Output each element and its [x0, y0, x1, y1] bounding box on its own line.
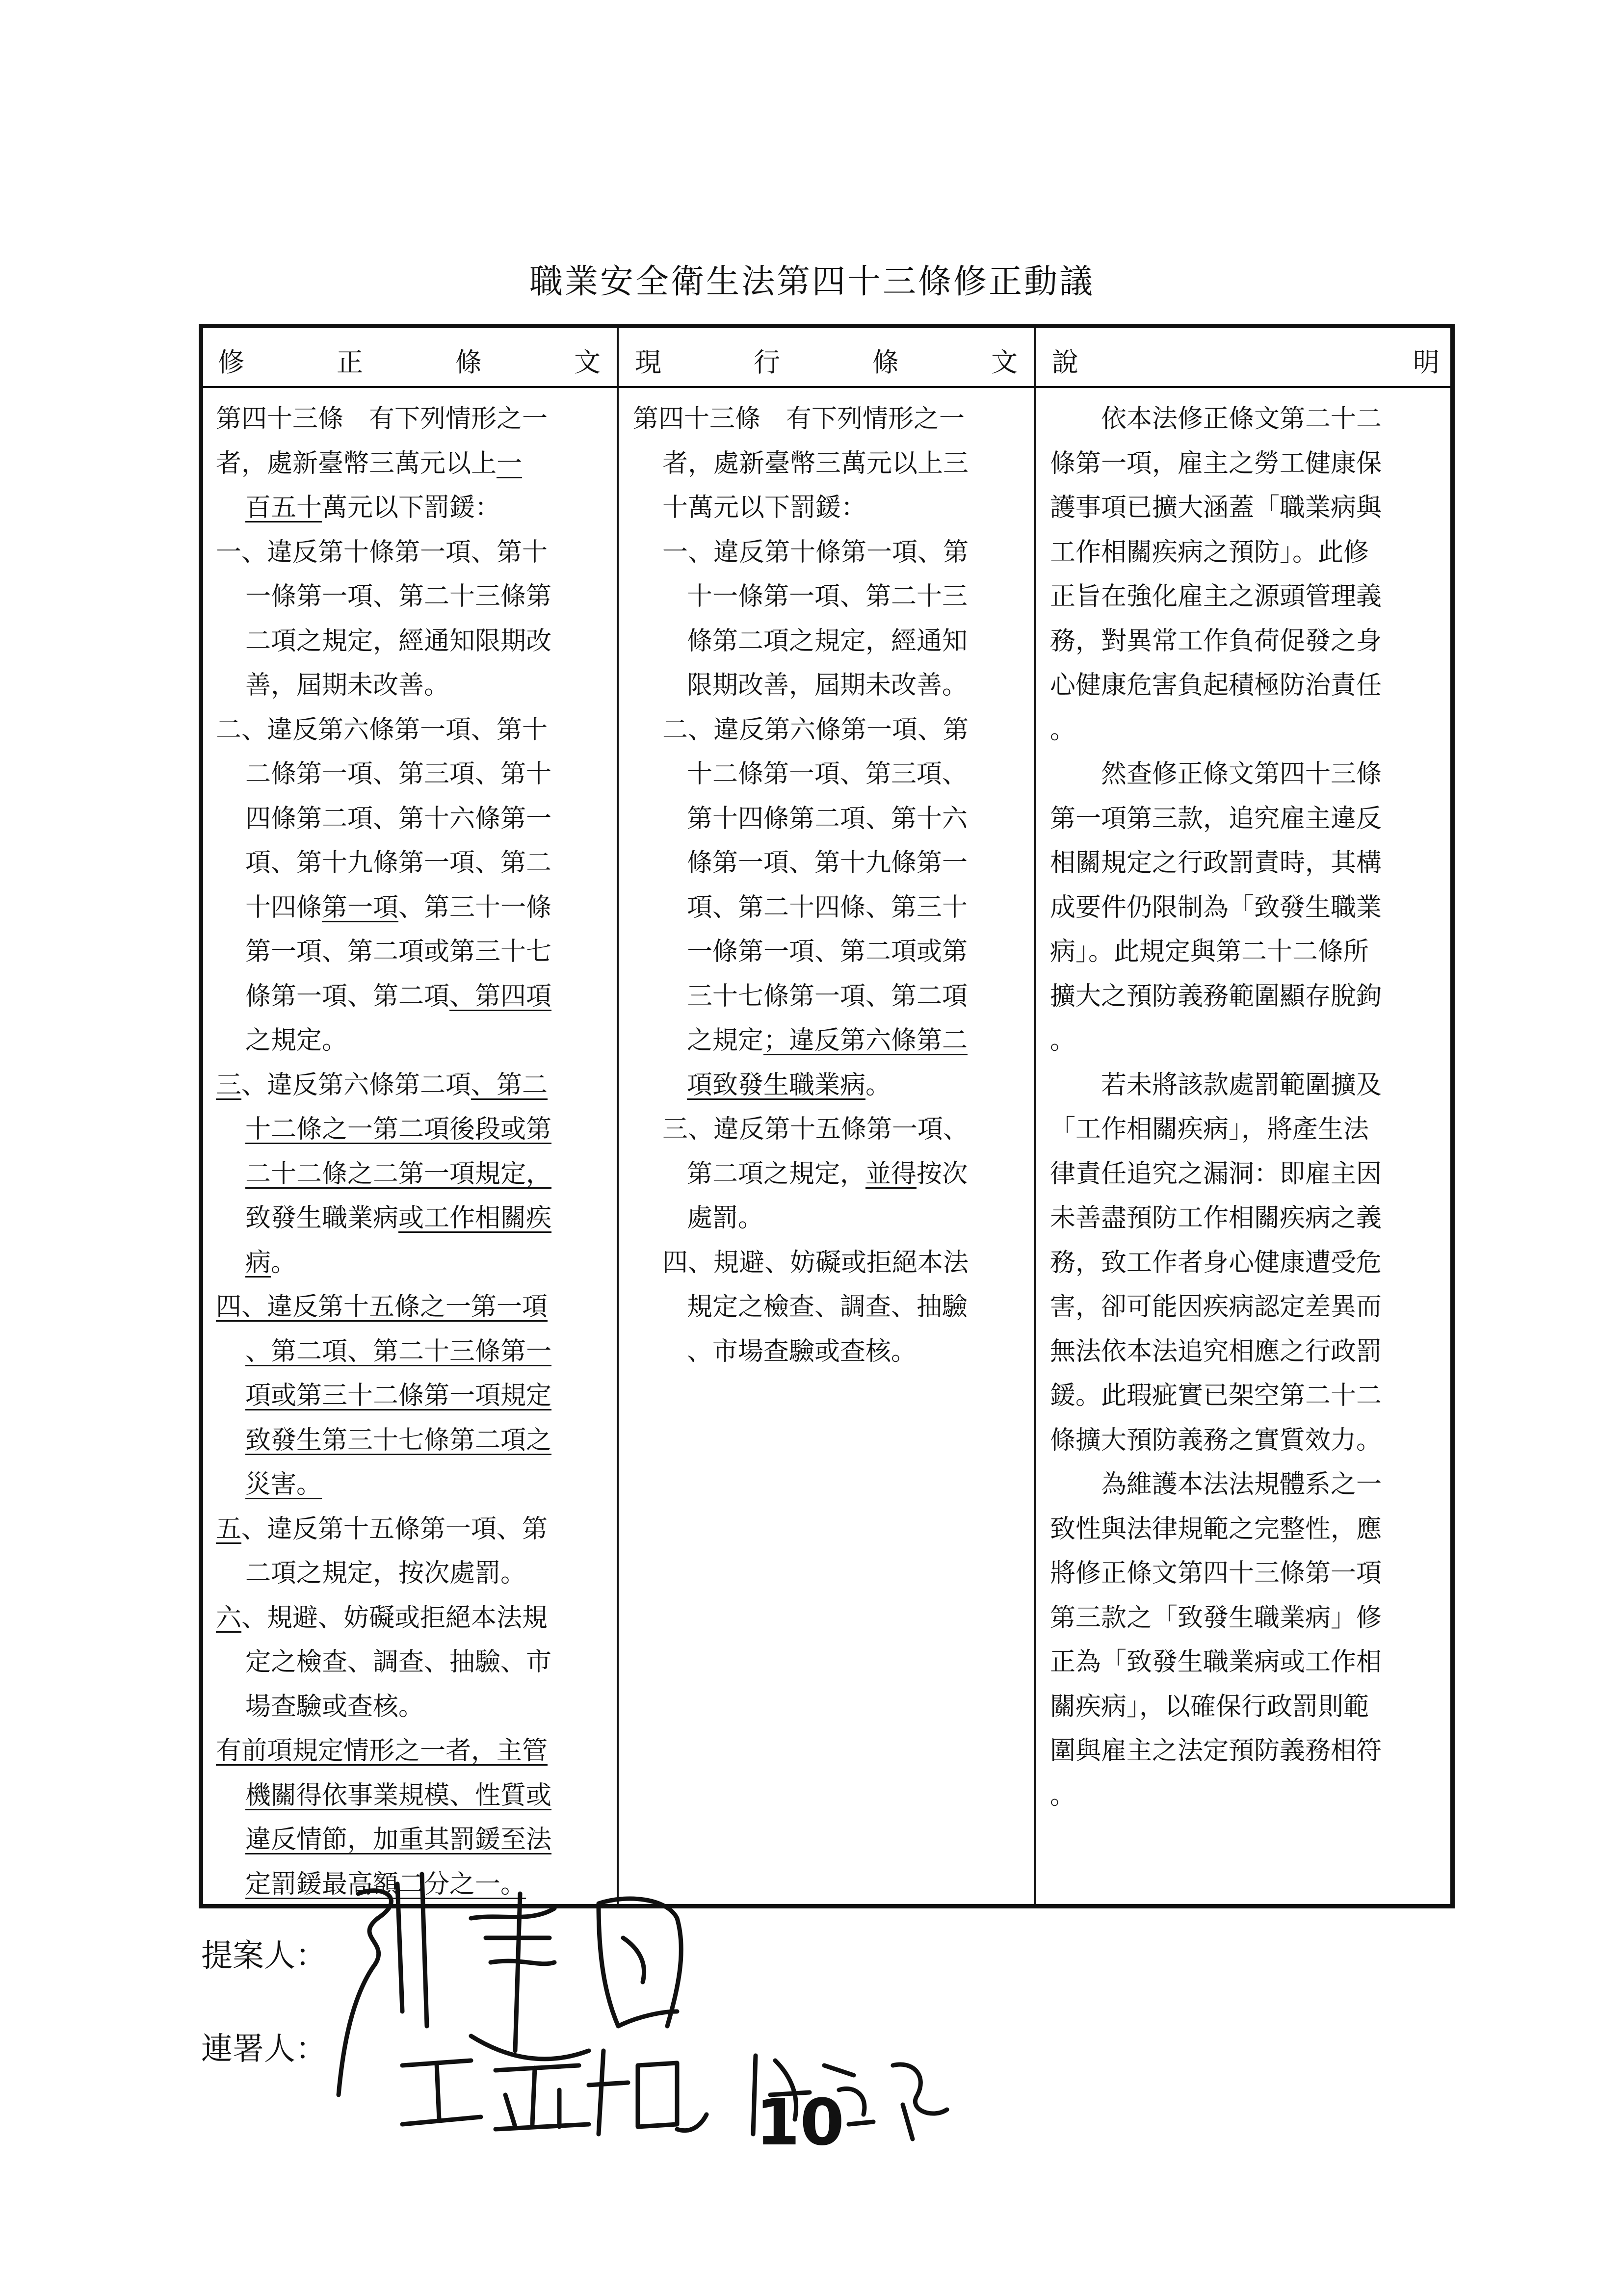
explanation-line: 無法依本法追究相應之行政罰	[1050, 1336, 1382, 1366]
text-segment: 者，處新臺幣三萬元以上	[216, 448, 497, 478]
text-line	[216, 1063, 613, 1108]
header-char: 條	[455, 346, 482, 378]
explanation-line: 若未將該款處罰範圍擴及	[1050, 1070, 1382, 1100]
underlined-text: 二十二條之二第一項規定，	[245, 1159, 552, 1189]
header-divider	[203, 386, 1450, 388]
text-segment: 條第一項、第十九條第一	[687, 848, 968, 878]
text-line	[216, 486, 613, 530]
text-segment: 一條第一項、第二十三條第	[245, 582, 552, 611]
explanation-line: 關疾病」，以確保行政罰則範	[1050, 1692, 1369, 1722]
explanation-line: 然查修正條文第四十三條	[1050, 759, 1382, 789]
text-line	[216, 663, 613, 708]
text-line	[216, 1107, 613, 1152]
text-line	[633, 1152, 1030, 1197]
text-line	[633, 486, 1030, 530]
document-title: 職業安全衛生法第四十三條修正動議	[529, 262, 1095, 301]
explanation-line: 相關規定之行政罰責時，其構	[1050, 848, 1382, 878]
underlined-text: 十二條之一第二項後段或第	[245, 1115, 552, 1144]
text-line	[216, 1241, 613, 1285]
text-line	[216, 1774, 613, 1818]
text-segment: 之規定。	[245, 1026, 348, 1055]
text-line	[216, 1018, 613, 1063]
text-segment: 。	[271, 1248, 297, 1278]
underlined-text: 致發生第三十七條第二項之	[245, 1425, 552, 1455]
explanation-line: 圍與雇主之法定預防義務相符	[1050, 1736, 1382, 1766]
text-segment: 十四條	[245, 892, 322, 922]
text-line	[216, 1285, 613, 1330]
explanation-line: 條擴大預防義務之實質效力。	[1050, 1425, 1382, 1455]
explanation-line: 心健康危害負起積極防治責任	[1050, 671, 1382, 700]
text-line	[633, 797, 1030, 841]
header-char: 條	[872, 346, 899, 378]
header-char: 文	[991, 346, 1018, 378]
explanation-line: 條第一項，雇主之勞工健康保	[1050, 448, 1382, 478]
text-segment: 、違反第六條第二項	[241, 1070, 471, 1100]
explanation-line: 。	[1050, 715, 1076, 745]
text-line	[216, 708, 613, 753]
column-divider	[1034, 328, 1036, 1904]
underlined-text: 並得	[865, 1159, 917, 1189]
explanation-line: 將修正條文第四十三條第一項	[1050, 1559, 1382, 1588]
text-line	[216, 397, 613, 442]
text-segment: 三、違反第十五條第一項、	[662, 1115, 969, 1144]
text-segment: 、市場查驗或查核。	[687, 1336, 917, 1366]
text-segment: 十萬元以下罰鍰：	[662, 493, 867, 522]
underlined-text: 定罰鍰最高額二分之一。	[245, 1869, 526, 1899]
comparison-table	[199, 324, 1455, 1908]
text-line	[216, 619, 613, 664]
text-segment: 二項之規定，按次處罰。	[245, 1559, 526, 1588]
text-line	[216, 1330, 613, 1374]
text-line	[633, 708, 1030, 753]
text-line	[633, 886, 1030, 930]
underlined-text: 五	[216, 1514, 242, 1544]
text-line	[633, 930, 1030, 974]
underlined-text: 、第四項	[449, 981, 552, 1011]
underlined-text: 有前項規定情形之一者，主管	[216, 1736, 548, 1766]
text-segment: 、第三十一條	[398, 892, 552, 922]
underlined-text: 三	[216, 1070, 242, 1100]
text-line	[216, 1462, 613, 1507]
underlined-text: ；違反第六條第二	[763, 1026, 968, 1055]
text-line	[216, 1507, 613, 1552]
text-segment: 一、違反第十條第一項、第	[662, 537, 969, 567]
text-segment: 第一項、第二項或第三十七	[245, 937, 552, 966]
text-segment: 之規定	[687, 1026, 764, 1055]
text-line	[633, 1196, 1030, 1241]
text-line	[216, 1729, 613, 1774]
column-divider	[617, 328, 619, 1904]
explanation-line: 工作相關疾病之預防」。此修	[1050, 537, 1369, 567]
cosigner-label: 連署人：	[201, 2031, 327, 2067]
text-line	[216, 797, 613, 841]
explanation-line: 正旨在強化雇主之源頭管理義	[1050, 582, 1382, 611]
text-line	[633, 1285, 1030, 1330]
text-line	[633, 974, 1030, 1019]
explanation-line: 護事項已擴大涵蓋「職業病與	[1050, 493, 1382, 522]
text-segment: 二項之規定，經通知限期改	[245, 626, 552, 656]
underlined-text: 災害。	[245, 1470, 322, 1499]
text-segment: 致發生職業病	[245, 1203, 399, 1233]
explanation-line: 依本法修正條文第二十二	[1050, 404, 1382, 434]
text-line	[216, 974, 613, 1019]
explanation-column	[1050, 397, 1447, 1818]
text-segment: 一、違反第十條第一項、第十	[216, 537, 548, 567]
underlined-text: 或工作相關疾	[398, 1203, 552, 1233]
text-line	[216, 752, 613, 797]
underlined-text: 機關得依事業規模、性質或	[245, 1780, 552, 1810]
text-segment: 按次	[917, 1159, 968, 1189]
header-amended	[218, 338, 601, 382]
text-segment: 第十四條第二項、第十六	[687, 804, 968, 834]
header-char: 明	[1413, 346, 1440, 378]
text-line	[216, 930, 613, 974]
explanation-line: 未善盡預防工作相關疾病之義	[1050, 1203, 1382, 1233]
explanation-line: 病」。此規定與第二十二條所	[1050, 937, 1369, 966]
underlined-text: 病	[245, 1248, 271, 1278]
text-segment: 條第二項之規定，經通知	[687, 626, 968, 656]
amended-text-column	[216, 397, 613, 1906]
explanation-line: 務，致工作者身心健康遭受危	[1050, 1248, 1382, 1278]
text-segment: 第二項之規定，	[687, 1159, 866, 1189]
underlined-text: 四、違反第十五條之一第一項	[216, 1292, 548, 1322]
text-line	[633, 530, 1030, 575]
text-line	[216, 841, 613, 886]
explanation-line: 第一項第三款，追究雇主違反	[1050, 804, 1382, 834]
text-segment: 場查驗或查核。	[245, 1692, 424, 1722]
text-line	[216, 1152, 613, 1197]
header-explanation	[1052, 338, 1440, 382]
header-char: 文	[574, 346, 601, 378]
text-segment: 善，屆期未改善。	[245, 671, 450, 700]
text-segment: 一條第一項、第二項或第	[687, 937, 968, 966]
header-char: 修	[218, 346, 244, 378]
header-char: 說	[1052, 346, 1078, 378]
text-line	[216, 1640, 613, 1685]
text-segment: 限期改善，屆期未改善。	[687, 671, 968, 700]
header-char: 正	[337, 346, 363, 378]
text-segment: 十二條第一項、第三項、	[687, 759, 968, 789]
text-line	[216, 1374, 613, 1418]
underlined-text: 、第二	[471, 1070, 548, 1100]
underlined-text: 項或第三十二條第一項規定	[245, 1381, 552, 1410]
underlined-text: 一	[497, 448, 523, 478]
explanation-line: 致性與法律規範之完整性，應	[1050, 1514, 1382, 1544]
text-segment: 、違反第十五條第一項、第	[241, 1514, 548, 1544]
text-line	[216, 1596, 613, 1641]
explanation-line: 為維護本法法規體系之一	[1050, 1470, 1382, 1499]
text-segment: 二條第一項、第三項、第十	[245, 759, 552, 789]
underlined-text: 項致發生職業病	[687, 1070, 866, 1100]
text-line	[216, 1196, 613, 1241]
text-line	[216, 1685, 613, 1729]
underlined-text: 六	[216, 1603, 242, 1633]
current-text-column	[633, 397, 1030, 1374]
text-segment: 三十七條第一項、第二項	[687, 981, 968, 1011]
text-segment: 十一條第一項、第二十三	[687, 582, 968, 611]
text-segment: 處罰。	[687, 1203, 764, 1233]
underlined-text: 第一項	[322, 892, 399, 922]
header-current	[635, 338, 1018, 382]
text-line	[633, 841, 1030, 886]
text-segment: 定之檢查、調查、抽驗、市	[245, 1647, 552, 1677]
explanation-line: 務，對異常工作負荷促發之身	[1050, 626, 1382, 656]
explanation-line: 律責任追究之漏洞：即雇主因	[1050, 1159, 1382, 1189]
text-line	[633, 442, 1030, 486]
cosigner-signatures	[383, 2036, 971, 2149]
text-segment: 者，處新臺幣三萬元以上三	[662, 448, 969, 478]
text-line	[633, 663, 1030, 708]
text-line	[633, 752, 1030, 797]
explanation-line: 。	[1050, 1780, 1076, 1810]
explanation-line: 成要件仍限制為「致發生職業	[1050, 892, 1382, 922]
header-char: 行	[754, 346, 780, 378]
text-line	[216, 530, 613, 575]
page-number: 10	[756, 2085, 844, 2160]
text-line	[633, 1107, 1030, 1152]
proposer-label: 提案人：	[201, 1938, 327, 1974]
text-line	[216, 574, 613, 619]
explanation-line: 第三款之「致發生職業病」修	[1050, 1603, 1382, 1633]
underlined-text: 百五十	[245, 493, 322, 522]
text-line	[633, 1241, 1030, 1285]
text-line	[216, 1418, 613, 1463]
text-segment: 項、第二十四條、第三十	[687, 892, 968, 922]
explanation-line: 鍰。此瑕疵實已架空第二十二	[1050, 1381, 1382, 1410]
text-segment: 四條第二項、第十六條第一	[245, 804, 552, 834]
explanation-line: 「工作相關疾病」，將產生法	[1050, 1115, 1369, 1144]
underlined-text: 、第二項、第二十三條第一	[245, 1336, 552, 1366]
explanation-line: 。	[1050, 1026, 1076, 1055]
text-line	[216, 1551, 613, 1596]
text-segment: 第四十三條 有下列情形之一	[633, 404, 965, 434]
text-segment: 四、規避、妨礙或拒絕本法	[662, 1248, 969, 1278]
text-segment: 、規避、妨礙或拒絕本法規	[241, 1603, 548, 1633]
explanation-line: 擴大之預防義務範圍顯存脫鉤	[1050, 981, 1382, 1011]
text-segment: 。	[865, 1070, 891, 1100]
text-line	[633, 1018, 1030, 1063]
text-segment: 規定之檢查、調查、抽驗	[687, 1292, 968, 1322]
header-char: 現	[635, 346, 661, 378]
text-line	[216, 886, 613, 930]
text-line	[633, 619, 1030, 664]
text-segment: 項、第十九條第一項、第二	[245, 848, 552, 878]
text-line	[216, 442, 613, 486]
explanation-line: 正為「致發生職業病或工作相	[1050, 1647, 1382, 1677]
text-line	[216, 1818, 613, 1862]
text-segment: 萬元以下罰鍰：	[322, 493, 501, 522]
text-segment: 二、違反第六條第一項、第	[662, 715, 969, 745]
text-segment: 條第一項、第二項	[245, 981, 450, 1011]
text-line	[633, 1330, 1030, 1374]
text-line	[633, 574, 1030, 619]
text-segment: 二、違反第六條第一項、第十	[216, 715, 548, 745]
text-line	[633, 1063, 1030, 1108]
underlined-text: 違反情節，加重其罰鍰至法	[245, 1825, 552, 1854]
text-segment: 第四十三條 有下列情形之一	[216, 404, 548, 434]
text-line	[633, 397, 1030, 442]
explanation-line: 害，卻可能因疾病認定差異而	[1050, 1292, 1382, 1322]
